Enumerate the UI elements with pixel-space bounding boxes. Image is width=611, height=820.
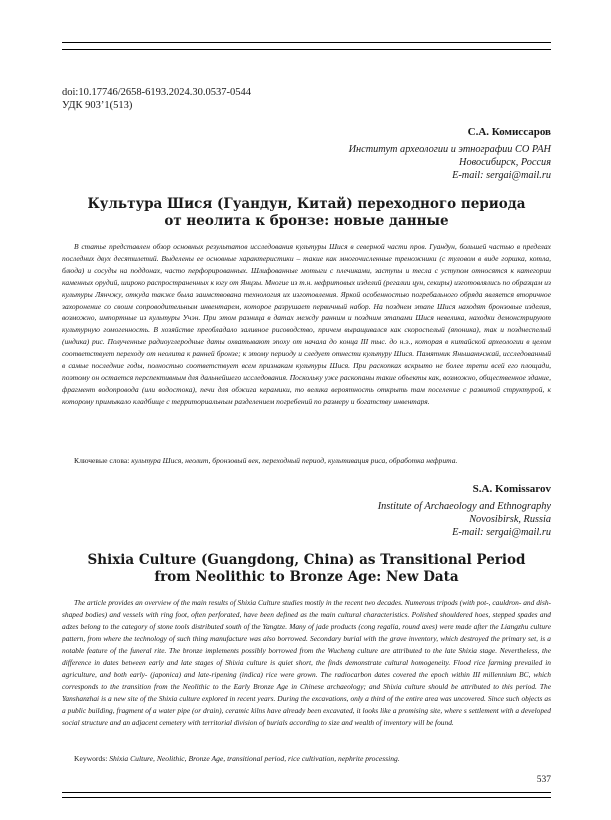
header-rule (62, 42, 551, 50)
author-block-en (378, 483, 551, 539)
keywords-label-en: Keywords: (74, 754, 108, 763)
keywords-text-en: Shixia Culture, Neolithic, Bronze Age, transitional period, rice cultivation, nephrite processing. (109, 754, 400, 763)
title-line-2-en: from Neolithic to Bronze Age: New Data (154, 569, 459, 585)
author-name-en: S.A. Komissarov (472, 483, 551, 495)
udk-code: УДК 903’1(513) (62, 100, 133, 111)
affiliation-city-ru: Новосибирск, Россия (459, 157, 551, 168)
affiliation-institute-en: Institute of Archaeology and Ethnography (377, 501, 551, 512)
affiliation-email-ru[interactable]: E-mail: sergai@mail.ru (452, 170, 551, 181)
keywords-label-ru: Ключевые слова: (74, 456, 130, 465)
keywords-text-ru: культура Шися, неолит, бронзовый век, переходный период, культивация риса, обработка нефрита. (131, 456, 458, 465)
affiliation-email-en[interactable]: E-mail: sergai@mail.ru (452, 527, 551, 538)
doi[interactable]: doi:10.17746/2658-6193.2024.30.0537-0544 (62, 87, 251, 98)
article-title-ru (62, 196, 551, 230)
affiliation-institute-ru: Институт археологии и этнографии СО РАН (348, 144, 551, 155)
footer-rule (62, 792, 551, 798)
author-block-ru (349, 126, 551, 182)
abstract-ru: В статье представлен обзор основных результатов исследования культуры Шися в северной части пров. Гуандун, большей частью в пределах последних двух десятилетий. Выделены ее основные характеристики – такие как многочисленные треножники (с туловом в виде горшка, котла, блюда) и сосуды на поддонах, часто перфорированных. Шлифованные мотыги с плечиками, заступы и тесла с уступом относятся к категории каменных орудий, широко распространенных к югу от Янцзы. Многие из т.н. нефритовых изделий (регалии цун, секиры) изготовлялись по образцам из культуры Лянчжу, откуда также была заимствована технология их изготовления. Яркой особенностью погребального обряда является вторичное захоронение со своим сопроводительным инвентарем, которое разрушает первичный набор. На позднем этапе Шися находят бронзовые изделия, возможно, импортные из культуры Учэн. При этом разница в датах между ранним и поздним этапами Шися невелика, находки демонстрируют культурную гомогенность. В хозяйстве преобладало заливное рисоводство, причем выращивался как скороспелый (японика), так и позднеспелый (индика) рис. Полученные радиоуглеродные даты охватывают эпоху от начала до конца III тыс. до н.э., которая в китайской археологии в целом соответствует переходу от неолита к ранней бронзе; к этому периоду и следует отнести культуру Шися. Памятник Яньшаньчжай, исследованный в самые последние годы, полностью соответствует всем признакам культуры Шися. При раскопках вскрыто не более трети всей его площади, поэтому он остается перспективным для дальнейшего исследования. Поскольку уже раскопаны такие объекты как, возможно, общественное здание, фрагмент водопровода (или водостока), печи для обжига керамики, то велика вероятность открыть там поселение с развитой структурой, к которому примыкало кладбище с территориальным разделением погребений по размеру и богатству инвентаря. (62, 242, 551, 406)
title-line-2-ru: от неолита к бронзе: новые данные (164, 213, 449, 229)
keywords-en (62, 753, 551, 764)
keywords-ru (62, 455, 551, 466)
title-line-1-ru: Культура Шися (Гуандун, Китай) переходного периода (87, 196, 526, 212)
author-name-ru: С.А. Комиссаров (467, 126, 551, 138)
article-title-en (62, 552, 551, 586)
abstract-en: The article provides an overview of the main results of Shixia Culture studies mostly in the recent two decades. Numerous tripods (with pot-, cauldron- and dish-shaped bodies) and vessels with ring foot, often perforated, have been defined as the main cultural characteristics. Polished shouldered hoes, stepped spades and adzes belong to the category of stone tools distributed south of the Yangtze. Many of jade products (cong regalia, round axes) were made after the Liangzhu culture pattern, from where the technology of such thing manufacture was also borrowed. Secondary burial with the grave inventory, which destroyed the primary set, is a notable feature of the funeral rite. The bronze implements possibly borrowed from the Wucheng culture are attributed to the late Shixia stage. Nevertheless, the difference in dates between early and late stages of Shixia culture is quiet short, the finds demonstrate cultural homogeneity. Flood rice farming prevailed in agriculture, and both early- (japonica) and late-ripening (indica) rice were grown. The radiocarbon dates covered the epoch within III millennium BC, which corresponds to the transition from the Neolithic to the Early Bronze Age in Chinese archaeology; and Shixia culture should be attributed to this period. The Yanshanzhai is a new site of the Shixia culture explored in recent years. During the excavations, only a third of the entire area was uncovered. Since such objects as a public building, fragment of a water pipe (or drain), ceramic kilns have already been excavated, it looks like a promising site, where s settlement with a developed social structure and an adjacent cemetery with territorial division of burials according to size and wealth of inventory will be found. (62, 598, 551, 727)
page-number: 537 (536, 775, 551, 785)
affiliation-city-en: Novosibirsk, Russia (469, 514, 551, 525)
title-line-1-en: Shixia Culture (Guangdong, China) as Transitional Period (87, 552, 526, 568)
